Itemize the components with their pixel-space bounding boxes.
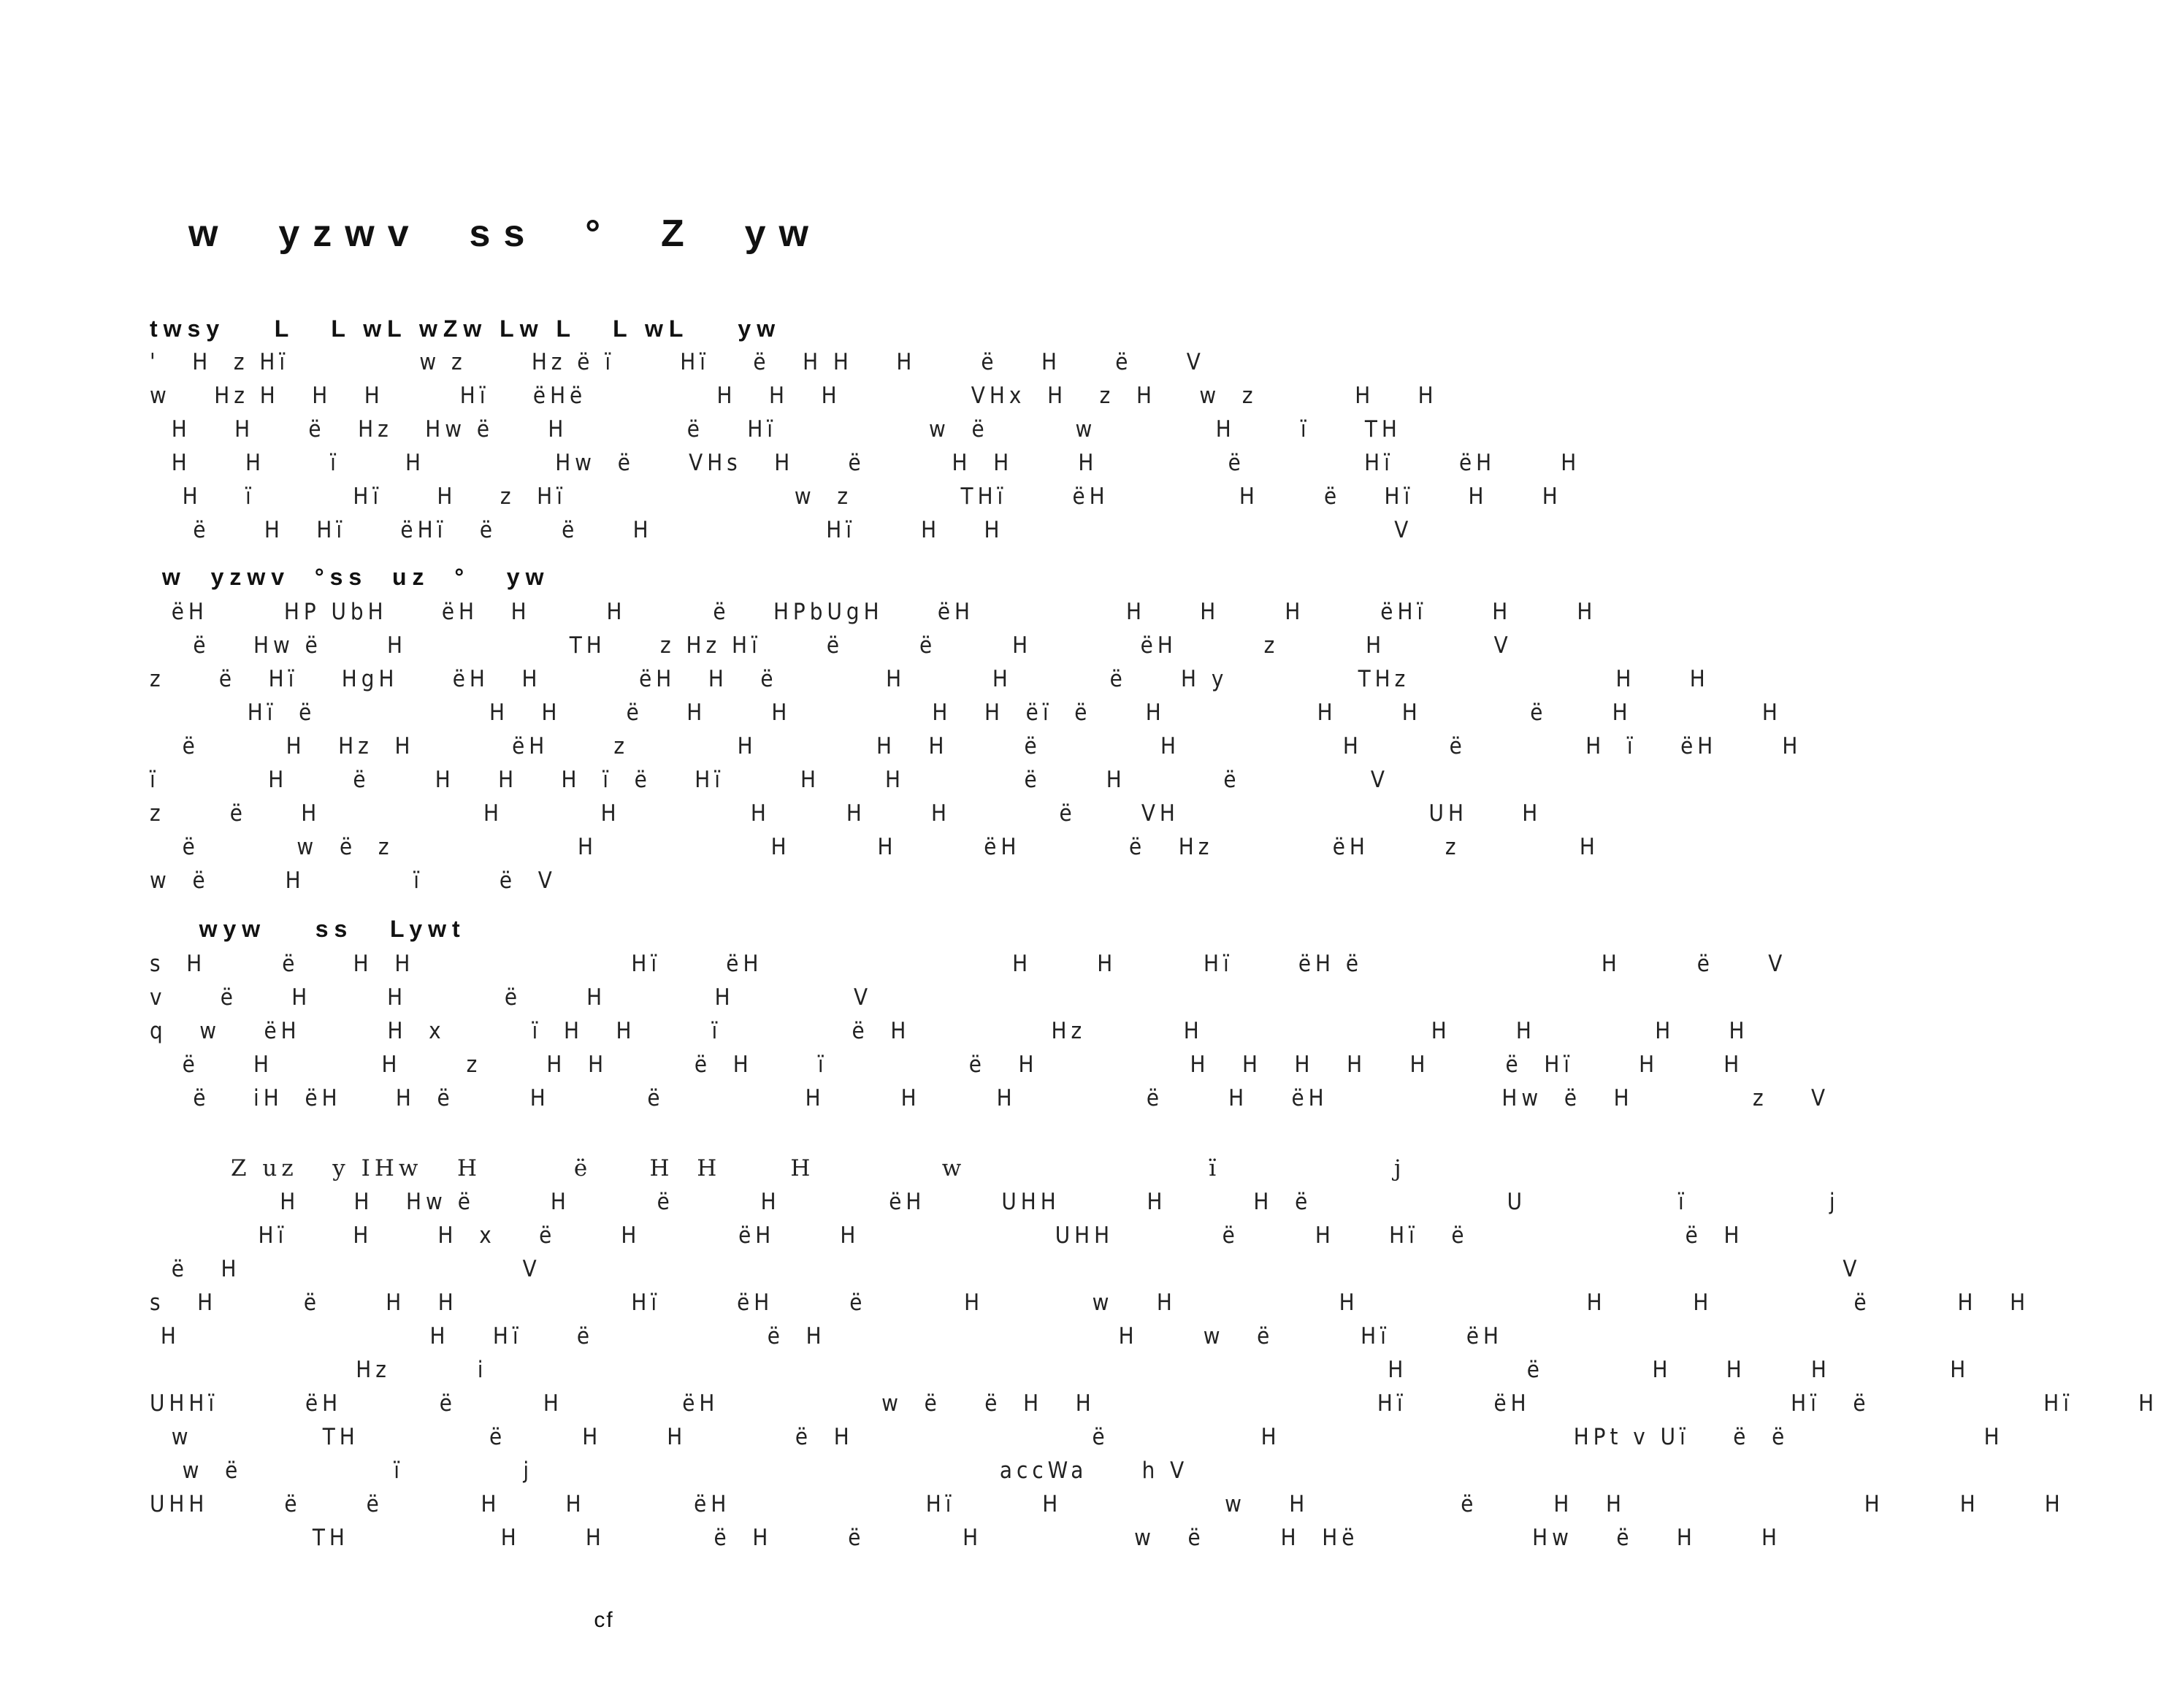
- body-line: s H ë H H Hï ëH ë H w H H H H ë H H: [150, 1290, 2030, 1316]
- body-line: ë H Hï ëHï ë ë H Hï H H V: [150, 517, 1413, 543]
- body-line: ë iH ëH H ë H ë H H H ë H ëH Hw ë H z V: [150, 1085, 1830, 1111]
- body-line: H H ï H Hw ë VHs H ë H H H ë Hï ëH H: [150, 450, 1581, 476]
- body-line: TH H H ë H ë H w ë H Hë Hw ë H H: [150, 1525, 1782, 1551]
- section-heading-2: w yzwv °ss uz ° yw: [150, 564, 550, 590]
- page-title: w yzwv ss ° Z yw: [188, 212, 822, 255]
- body-line: ë Hw ë H TH z Hz Hï ë ë H ëH z H V: [150, 632, 1512, 659]
- body-line: w TH ë H H ë H ë H HPt v Uï ë ë H: [150, 1424, 2004, 1450]
- body-line: v ë H H ë H H V: [150, 984, 873, 1011]
- body-line: H H Hï ë ë H H w ë Hï ëH: [150, 1323, 1504, 1349]
- body-line: H H Hw ë H ë H ëH UHH H H ë U ï j: [150, 1189, 1840, 1215]
- body-line: ë w ë z H H H ëH ë Hz ëH z H: [150, 834, 1599, 860]
- body-line: Hï H H x ë H ëH H UHH ë H Hï ë ë H: [150, 1222, 1744, 1249]
- body-line: H H ë Hz Hw ë H ë Hï w ë w H ï TH: [150, 416, 1401, 443]
- body-line: UHHï ëH ë H ëH w ë ë H H Hï ëH Hï ë Hï H: [150, 1390, 2158, 1417]
- body-line: Hz i H ë H H H H: [150, 1357, 1970, 1383]
- body-line: ë H H z H H ë H ï ë H H H H H H ë Hï H H: [150, 1052, 1744, 1078]
- body-line: ëH HP UbH ëH H H ë HPbUgH ëH H H H ëHï H H: [150, 599, 1597, 625]
- body-line: H ï Hï H z Hï w z THï ëH H ë Hï H H: [150, 483, 1562, 510]
- page-number: cf: [594, 1608, 614, 1632]
- body-line: w Hz H H H Hï ëHë H H H VHx H z H w z H H: [150, 383, 1438, 409]
- section-heading-3: wyw ss Lywt: [150, 916, 466, 942]
- body-line: w ë H ï ë V: [150, 868, 556, 894]
- body-line: ë H Hz H ëH z H H H ë H H ë H ï ëH H: [150, 733, 1802, 759]
- body-line: s H ë H H Hï ëH H H Hï ëH ë H ë V: [150, 951, 1787, 977]
- body-line: w ë ï j accWa h V: [150, 1458, 1189, 1484]
- body-line: q w ëH H x ï H H ï ë H Hz H H H H H: [150, 1018, 1749, 1044]
- body-line: z ë Hï HgH ëH H ëH H ë H H ë H y THz H H: [150, 666, 1710, 692]
- body-line: Z uz y IHw H ë H H H w ï j: [150, 1155, 1406, 1182]
- body-line: ï H ë H H H ï ë Hï H H ë H ë V: [150, 767, 1389, 793]
- body-line: UHH ë ë H H ëH Hï H w H ë H H H H H: [150, 1491, 2065, 1517]
- section-heading-1: twsy L L wL wZw Lw L L wL yw: [150, 315, 781, 342]
- body-line: ' H z Hï w z Hz ë ï Hï ë H H H ë H ë V: [150, 349, 1205, 375]
- body-line: z ë H H H H H H ë VH UH H: [150, 800, 1542, 827]
- body-line: ë H V V: [150, 1256, 1862, 1282]
- body-line: Hï ë H H ë H H H H ëï ë H H H ë H H: [150, 700, 1782, 726]
